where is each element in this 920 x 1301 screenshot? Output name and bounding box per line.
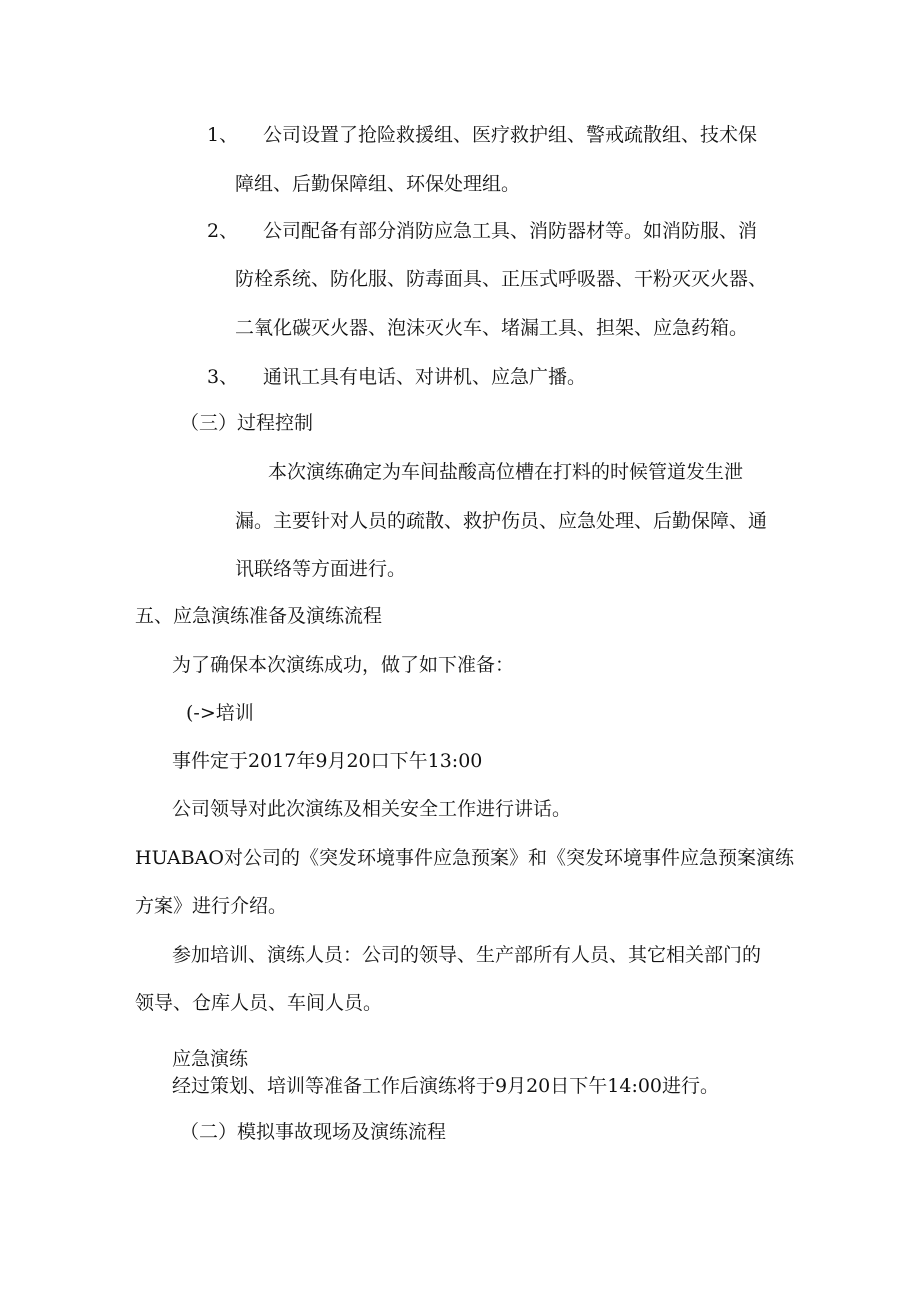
list-item-2-line-2: 防栓系统、防化服、防毒面具、正压式呼吸器、干粉灭灭火器、 <box>235 268 768 290</box>
event-time: 事件定于2017年9月20口下午13:00 <box>172 750 483 772</box>
list-item-2-line-3: 二氧化碳灭火器、泡沫灭火车、堵漏工具、担架、应急药箱。 <box>235 317 749 339</box>
participants-line-2: 领导、仓库人员、车间人员。 <box>135 992 383 1014</box>
drill-heading: 应急演练 <box>172 1048 249 1070</box>
participants-line-1: 参加培训、演练人员：公司的领导、生产部所有人员、其它相关部门的 <box>172 944 762 966</box>
simulation-heading: （二）模拟事故现场及演练流程 <box>180 1121 447 1143</box>
leader-speech: 公司领导对此次演练及相关安全工作进行讲话。 <box>172 798 572 820</box>
list-item-3-number: 3、 <box>207 366 239 388</box>
list-item-3-line-1: 通讯工具有电话、对讲机、应急广播。 <box>263 366 587 388</box>
list-item-1-number: 1、 <box>207 124 239 146</box>
process-control-line-2: 漏。主要针对人员的疏散、救护伤员、应急处理、后勤保障、通 <box>235 510 768 532</box>
section-5-intro: 为了确保本次演练成功，做了如下准备： <box>172 654 515 676</box>
process-control-line-1: 本次演练确定为车间盐酸高位槽在打料的时候管道发生泄 <box>268 461 744 483</box>
section-5-heading: 五、应急演练准备及演练流程 <box>135 605 383 627</box>
list-item-2-line-1: 公司配备有部分消防应急工具、消防器材等。如消防服、消 <box>263 220 758 242</box>
plan-intro-line-1: HUABAO对公司的《突发环境事件应急预案》和《突发环境事件应急预案演练 <box>135 847 794 869</box>
list-item-2-number: 2、 <box>207 220 239 242</box>
training-heading: (->培训 <box>186 702 254 724</box>
list-item-1-line-2: 障组、后勤保障组、环保处理组。 <box>235 173 521 195</box>
list-item-1-line-1: 公司设置了抢险救援组、医疗救护组、警戒疏散组、技术保 <box>263 124 758 146</box>
plan-intro-line-2: 方案》进行介绍。 <box>135 895 288 917</box>
process-control-line-3: 讯联络等方面进行。 <box>235 558 407 580</box>
process-control-heading: （三）过程控制 <box>180 412 314 434</box>
drill-text: 经过策划、培训等准备工作后演练将于9月20日下午14:00进行。 <box>172 1075 720 1097</box>
